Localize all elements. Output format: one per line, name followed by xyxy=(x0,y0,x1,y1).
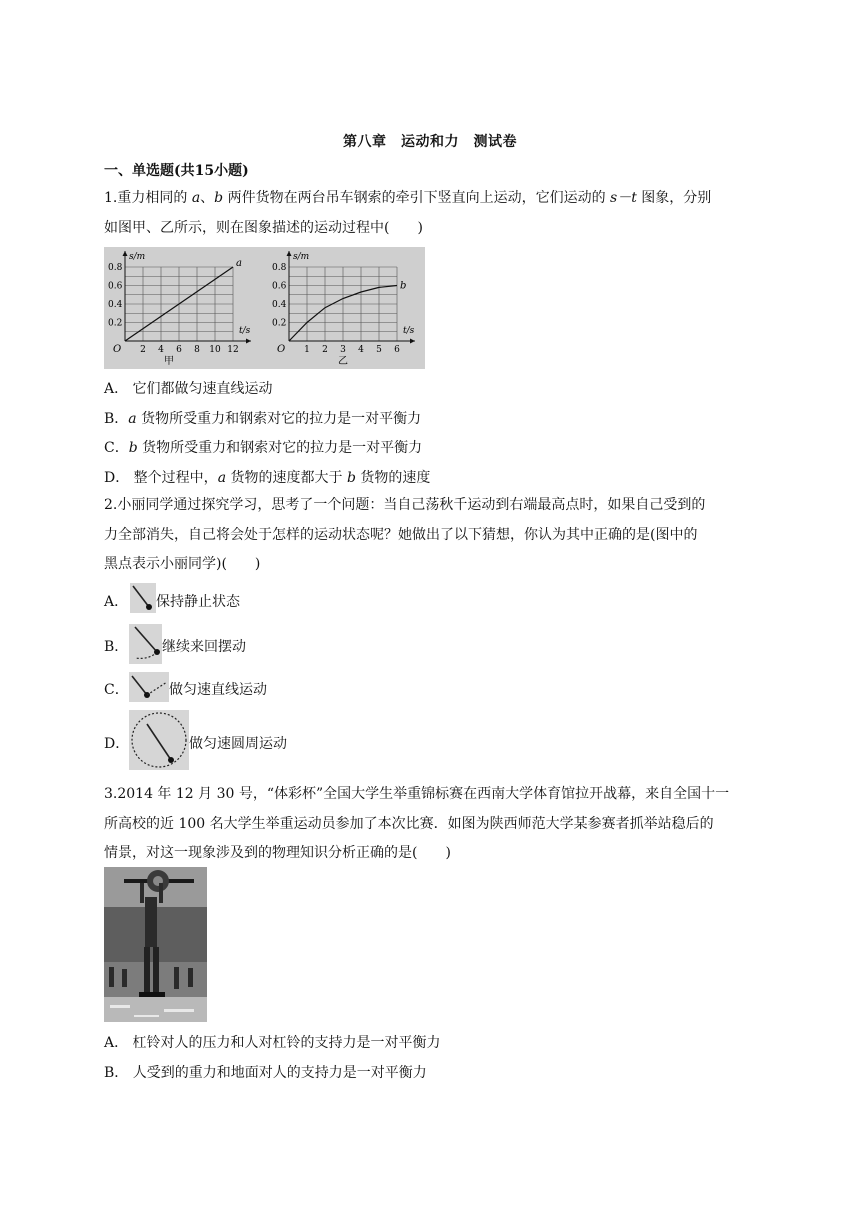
q2-stem xyxy=(104,491,756,580)
jia-x-arrow xyxy=(246,339,251,344)
straight-line-motion-icon[interactable] xyxy=(129,672,169,702)
q1-option-a[interactable]: A． 它们都做匀速直线运动 xyxy=(104,381,273,397)
yi-x-tick: 2 xyxy=(322,345,328,355)
q3-stem xyxy=(104,780,756,869)
q1-option-b[interactable]: B．a 货物所受重力和钢索对它的拉力是一对平衡力 xyxy=(104,411,422,427)
jia-x-tick: 12 xyxy=(227,345,239,355)
yi-y-tick: 0.8 xyxy=(272,263,287,273)
yi-x-label: t/s xyxy=(403,326,415,336)
section-heading: 一、单选题(共15小题) xyxy=(104,163,249,179)
q3-option-b[interactable]: B． 人受到的重力和地面对人的支持力是一对平衡力 xyxy=(104,1065,427,1081)
jia-y-tick: 0.8 xyxy=(108,263,123,273)
q3-option-a[interactable]: A． 杠铃对人的压力和人对杠铃的支持力是一对平衡力 xyxy=(104,1035,441,1051)
q2-option-c-label: C． xyxy=(104,682,129,698)
q3-stem-line1: 3.2014 年 12 月 30 号，“体彩杯”全国大学生举重锦标赛在西南大学体育馆拉开战幕，来自全国十一 xyxy=(104,786,730,802)
yi-y-tick: 0.2 xyxy=(272,318,287,329)
yi-x-tick: 1 xyxy=(304,345,310,355)
q2-option-a-text[interactable]: 保持静止状态 xyxy=(156,594,240,610)
jia-x-tick: 6 xyxy=(176,345,182,355)
swinging-pendulum-icon[interactable] xyxy=(129,624,162,664)
q2-stem-line3: 黑点表示小丽同学)( ) xyxy=(104,556,261,572)
jia-y-tick: 0.6 xyxy=(108,281,123,292)
yi-x-arrow xyxy=(410,339,415,344)
jia-y-arrow xyxy=(123,251,128,256)
jia-x-tick: 4 xyxy=(158,345,164,355)
yi-origin: O xyxy=(277,344,286,355)
q1-stem-line1: 1.重力相同的 a、b 两件货物在两台吊车钢索的牵引下竖直向上运动，它们运动的 s－t 图象，分别 xyxy=(104,190,712,206)
yi-x-tick: 6 xyxy=(394,345,400,355)
yi-y-tick: 0.4 xyxy=(272,300,287,310)
q2-option-d-label: D． xyxy=(104,736,130,752)
jia-x-tick: 10 xyxy=(209,345,221,355)
graph-yi xyxy=(272,251,415,367)
jia-x-label: t/s xyxy=(239,326,251,336)
yi-x-tick: 4 xyxy=(358,345,364,355)
yi-series-label: b xyxy=(400,280,407,292)
yi-x-tick: 3 xyxy=(340,345,346,355)
q3-stem-line2: 所高校的近 100 名大学生举重运动员参加了本次比赛．如图为陕西师范大学某参赛者抓举站稳后的 xyxy=(104,815,714,832)
jia-y-tick: 0.4 xyxy=(108,300,123,310)
jia-x-tick: 8 xyxy=(194,345,200,355)
q1-figure xyxy=(104,247,425,369)
q2-option-b-text[interactable]: 继续来回摆动 xyxy=(162,639,246,655)
circular-motion-icon[interactable] xyxy=(129,710,189,770)
q2-stem-line2: 力全部消失，自己将会处于怎样的运动状态呢？她做出了以下猜想，你认为其中正确的是(图中的 xyxy=(104,526,698,543)
yi-y-arrow xyxy=(287,251,292,256)
q1-stem xyxy=(104,184,756,243)
jia-series-label: a xyxy=(236,258,242,269)
q2-option-a-label: A． xyxy=(104,594,129,610)
jia-y-label: s/m xyxy=(129,252,146,262)
jia-x-tick: 2 xyxy=(140,345,146,355)
weightlifter-photo xyxy=(104,867,207,1022)
static-pendulum-icon[interactable] xyxy=(130,583,156,613)
jia-y-tick: 0.2 xyxy=(108,318,123,329)
q3-stem-line3: 情景，对这一现象涉及到的物理知识分析正确的是( ) xyxy=(104,845,451,861)
q2-option-d-text[interactable]: 做匀速圆周运动 xyxy=(189,736,287,752)
yi-y-tick: 0.6 xyxy=(272,281,287,292)
page-title: 第八章 运动和力 测试卷 xyxy=(343,134,517,150)
q1-graphs xyxy=(104,247,425,369)
graph-jia xyxy=(108,251,251,367)
yi-x-tick: 5 xyxy=(376,345,382,355)
q1-option-d[interactable]: D． 整个过程中，a 货物的速度都大于 b 货物的速度 xyxy=(104,470,431,486)
jia-caption: 甲 xyxy=(164,356,174,367)
jia-origin: O xyxy=(113,344,122,355)
q1-stem-line2: 如图甲、乙所示，则在图象描述的运动过程中( ) xyxy=(104,219,423,236)
yi-y-label: s/m xyxy=(293,252,310,262)
q2-option-c-text[interactable]: 做匀速直线运动 xyxy=(169,682,267,698)
q1-option-c[interactable]: C．b 货物所受重力和钢索对它的拉力是一对平衡力 xyxy=(104,440,423,456)
yi-caption: 乙 xyxy=(338,356,348,367)
q2-stem-line1: 2.小丽同学通过探究学习，思考了一个问题：当自己荡秋千运动到右端最高点时，如果自己受到的 xyxy=(104,497,706,513)
q2-option-b-label: B． xyxy=(104,639,129,655)
